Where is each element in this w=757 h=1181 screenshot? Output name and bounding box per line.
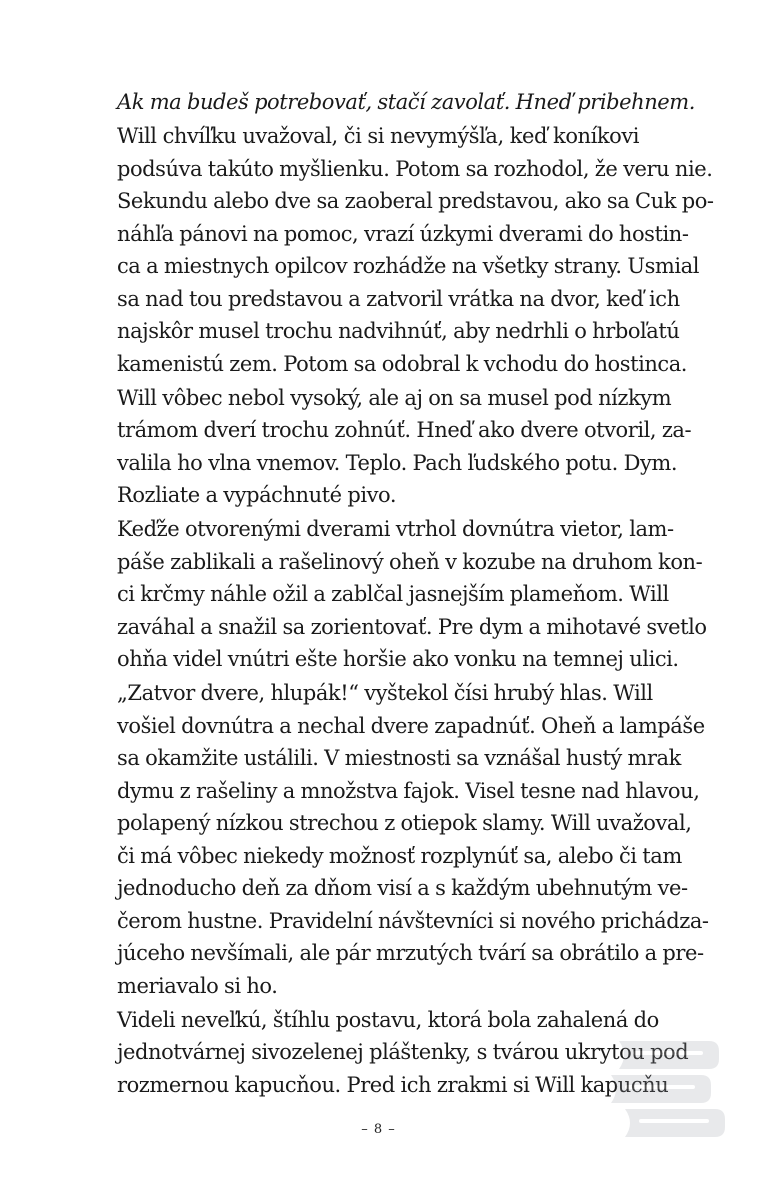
text-line: ci krčmy náhle ožil a zablčal jasnejším plameňom. Will xyxy=(117,582,669,606)
text-line: dymu z rašeliny a množstva fajok. Visel tesne nad hlavou, xyxy=(117,778,700,803)
text-line: náhľa pánovi na pomoc, vrazí úzkymi dverami do hostin- xyxy=(117,221,689,246)
text-line: Sekundu alebo dve sa zaoberal predstavou, ako sa Cuk po- xyxy=(117,189,714,213)
text-line: najskôr musel trochu nadvihnúť, aby nedrhli o hrboľatú xyxy=(117,319,680,343)
text-line: júceho nevšímali, ale pár mrzutých tvárí sa obrátilo a pre- xyxy=(117,941,704,965)
text-line: polapený nízkou strechou z otiepok slamy. Will uvažoval, xyxy=(117,811,692,835)
text-line: Will vôbec nebol vysoký, ale aj on sa musel pod nízkym xyxy=(117,385,672,410)
text-line: páše zablikali a rašelinový oheň v kozube na druhom kon- xyxy=(117,549,703,574)
paragraph xyxy=(117,1004,689,1102)
text-line: sa nad tou predstavou a zatvoril vrátka na dvor, keď ich xyxy=(117,286,680,311)
text-line: Will chvíľku uvažoval, či si nevymýšľa, keď koníkovi xyxy=(117,124,639,148)
paragraph xyxy=(117,382,692,512)
text-line: jednotvárnej sivozelenej pláštenky, s tvárou ukrytou pod xyxy=(117,1040,689,1064)
text-line: Videli neveľkú, štíhlu postavu, ktorá bola zahalená do xyxy=(117,1007,659,1032)
text-line: ca a miestnych opilcov rozhádže na všetky strany. Usmial xyxy=(117,254,699,278)
text-line: valila ho vlna vnemov. Teplo. Pach ľudského potu. Dym. xyxy=(117,450,678,475)
text-line: „Zatvor dvere, hlupák!“ vyštekol čísi hrubý hlas. Will xyxy=(117,681,653,705)
text-line: či má vôbec niekedy možnosť rozplynúť sa, alebo či tam xyxy=(117,843,682,868)
text-line: trámom dverí trochu zohnúť. Hneď ako dvere otvoril, za- xyxy=(117,418,692,442)
body-text xyxy=(117,86,714,1101)
text-line: zaváhal a snažil sa zorientovať. Pre dym a mihotavé svetlo xyxy=(117,614,707,639)
text-line: podsúva takúto myšlienku. Potom sa rozhodol, že veru nie. xyxy=(117,156,713,181)
text-line: Ak ma budeš potrebovať, stačí zavolať. Hneď pribehnem. xyxy=(117,90,695,114)
page-number: – 8 – xyxy=(361,1122,396,1137)
text-line: ohňa videl vnútri ešte horšie ako vonku na temnej ulici. xyxy=(117,647,679,671)
paragraph xyxy=(117,86,695,119)
paragraph xyxy=(117,677,709,1002)
text-line: meriavalo si ho. xyxy=(117,973,278,998)
text-line: čerom hustne. Pravidelní návštevníci si nového prichádza- xyxy=(117,908,709,933)
text-line: rozmernou kapucňou. Pred ich zrakmi si Will kapucňu xyxy=(117,1072,669,1097)
paragraph xyxy=(117,120,714,380)
text-line: Rozliate a vypáchnuté pivo. xyxy=(117,483,397,507)
paragraph xyxy=(117,513,707,676)
text-line: vošiel dovnútra a nechal dvere zapadnúť. Oheň a lampáše xyxy=(117,713,705,738)
text-line: kamenistú zem. Potom sa odobral k vchodu do hostinca. xyxy=(117,351,688,376)
text-line: Keďže otvorenými dverami vtrhol dovnútra vietor, lam- xyxy=(117,517,674,541)
stacked-books-icon xyxy=(589,1001,739,1151)
text-line: jednoducho deň za dňom visí a s každým ubehnutým ve- xyxy=(117,876,688,900)
text-line: sa okamžite ustálili. V miestnosti sa vznášal hustý mrak xyxy=(117,746,681,770)
